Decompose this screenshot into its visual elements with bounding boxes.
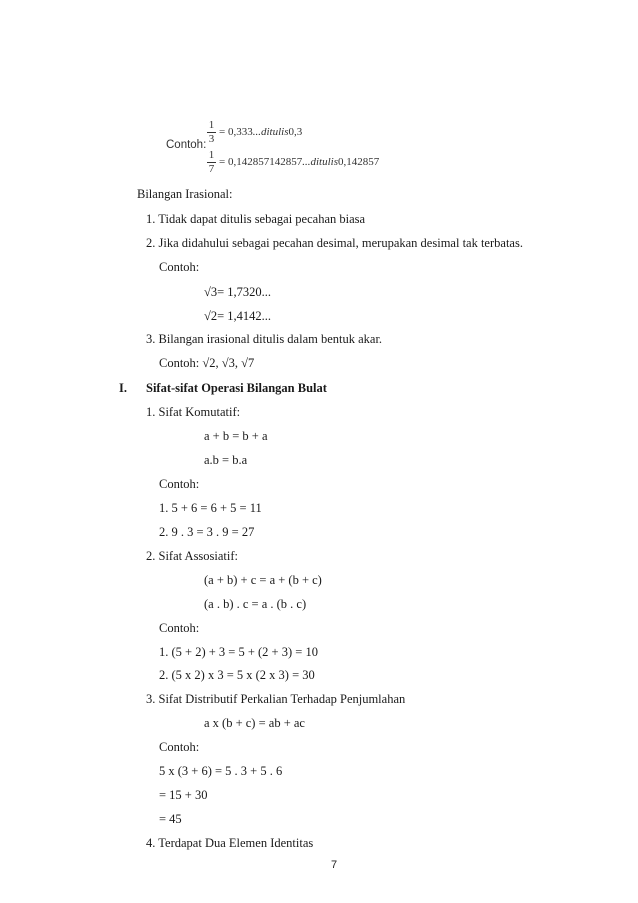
section-title: Sifat-sifat Operasi Bilangan Bulat bbox=[146, 381, 327, 395]
irasional-contoh-label: Contoh: bbox=[159, 260, 200, 274]
page-number: 7 bbox=[331, 859, 338, 871]
distributif-contoh-label: Contoh: bbox=[159, 740, 200, 754]
irasional-item-3: 3. Bilangan irasional ditulis dalam bentuk akar. bbox=[146, 332, 383, 346]
komutatif-example-2: 2. 9 . 3 = 3 . 9 = 27 bbox=[159, 525, 255, 539]
irasional-heading: Bilangan Irasional: bbox=[137, 187, 233, 201]
komutatif-heading: 1. Sifat Komutatif: bbox=[146, 405, 241, 419]
fraction-one-third-decimal: = 0,333...ditulis0,3 bbox=[219, 126, 303, 138]
fraction-one-third: 1 3 bbox=[208, 119, 215, 145]
contoh-fraction-figure bbox=[166, 118, 396, 178]
irasional-item-1: 1. Tidak dapat ditulis sebagai pecahan biasa bbox=[146, 212, 366, 226]
irasional-example-sqrt3: √3= 1,7320... bbox=[204, 285, 272, 299]
fraction-one-seventh: 1 7 bbox=[208, 149, 215, 175]
assosiatif-formula-mul: (a . b) . c = a . (b . c) bbox=[204, 597, 307, 611]
distributif-example-line-2: = 15 + 30 bbox=[159, 788, 208, 802]
komutatif-contoh-label: Contoh: bbox=[159, 477, 200, 491]
komutatif-example-1: 1. 5 + 6 = 6 + 5 = 11 bbox=[159, 501, 262, 515]
section-numeral: I. bbox=[119, 381, 127, 395]
komutatif-formula-mul: a.b = b.a bbox=[204, 453, 248, 467]
assosiatif-example-2: 2. (5 x 2) x 3 = 5 x (2 x 3) = 30 bbox=[159, 668, 315, 682]
contoh-figure-label: Contoh: bbox=[166, 139, 207, 151]
irasional-item-2: 2. Jika didahului sebagai pecahan desimal, merupakan desimal tak terbatas. bbox=[146, 236, 523, 250]
irasional-item-3-contoh: Contoh: √2, √3, √7 bbox=[159, 356, 255, 370]
assosiatif-contoh-label: Contoh: bbox=[159, 621, 200, 635]
distributif-example-line-1: 5 x (3 + 6) = 5 . 3 + 5 . 6 bbox=[159, 764, 283, 778]
distributif-formula: a x (b + c) = ab + ac bbox=[204, 716, 305, 730]
identitas-heading: 4. Terdapat Dua Elemen Identitas bbox=[146, 836, 314, 850]
assosiatif-formula-add: (a + b) + c = a + (b + c) bbox=[204, 573, 322, 587]
distributif-example-line-3: = 45 bbox=[159, 812, 182, 826]
irasional-example-sqrt2: √2= 1,4142... bbox=[204, 309, 272, 323]
fraction-one-seventh-decimal: = 0,142857142857...ditulis0,142857 bbox=[219, 156, 380, 168]
komutatif-formula-add: a + b = b + a bbox=[204, 429, 268, 443]
assosiatif-example-1: 1. (5 + 2) + 3 = 5 + (2 + 3) = 10 bbox=[159, 645, 318, 659]
distributif-heading: 3. Sifat Distributif Perkalian Terhadap Penjumlahan bbox=[146, 692, 406, 706]
assosiatif-heading: 2. Sifat Assosiatif: bbox=[146, 549, 239, 563]
